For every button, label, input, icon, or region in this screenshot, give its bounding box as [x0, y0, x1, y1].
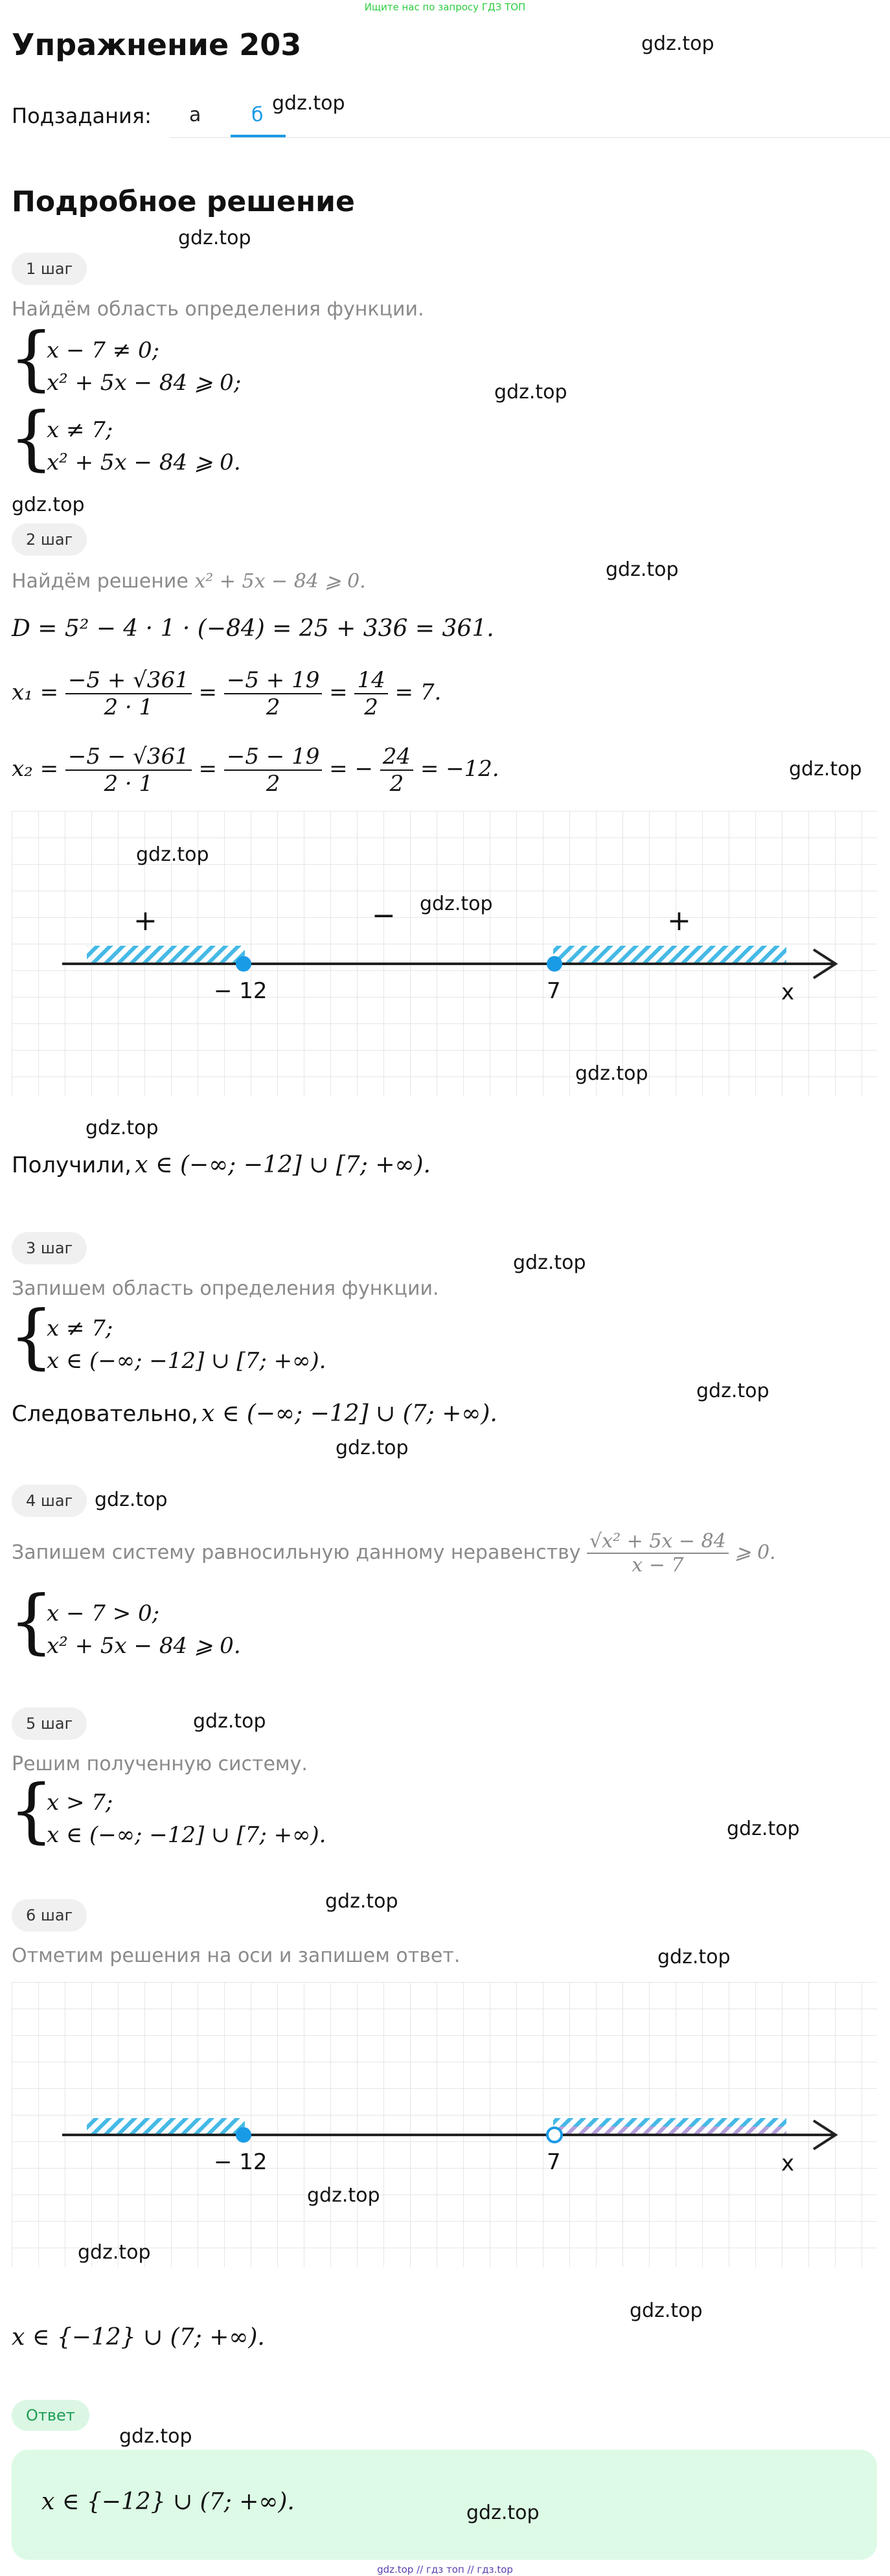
system-brace: {: [9, 1296, 54, 1377]
axis-var: x: [781, 2150, 795, 2176]
step-2-text: Найдём решение x² + 5x − 84 ⩾ 0.: [12, 570, 366, 593]
label-minus-12: − 12: [214, 2149, 268, 2175]
axis-var: x: [781, 979, 795, 1005]
tab-subtask-a[interactable]: а: [189, 104, 201, 126]
section-title: Подробное решение: [12, 185, 355, 218]
solution-region-left: [87, 946, 245, 964]
point-minus-12: [236, 956, 251, 972]
tabs-divider: [170, 137, 890, 138]
label-7: 7: [547, 2149, 561, 2175]
watermark: gdz.top: [513, 1251, 586, 1274]
footer-links[interactable]: gdz.top // гдз топ // гдз.top: [377, 2564, 513, 2575]
step-4-badge: 4 шаг: [12, 1485, 87, 1517]
tab-subtask-b[interactable]: б: [251, 104, 264, 126]
label-minus-12: − 12: [214, 978, 268, 1004]
solution-region-right: [553, 946, 786, 964]
watermark: gdz.top: [641, 32, 714, 55]
step-4-text: Запишем систему равносильную данному неравенству $\frac{\text{√x² + 5x − 84}}{x - 7}$ ⩾ 0.: [12, 1530, 776, 1577]
step-5-badge: 5 шаг: [12, 1707, 87, 1740]
watermark: gdz.top: [606, 558, 679, 581]
number-line-1: [12, 811, 877, 1096]
discriminant: D = 5² − 4 · 1 · (−84) = 25 + 336 = 361.: [12, 615, 494, 642]
sign-right: +: [667, 904, 691, 937]
step-2-result: Получили, x ∈ (−∞; −12] ∪ [7; +∞).: [12, 1152, 431, 1178]
watermark: gdz.top: [12, 494, 85, 516]
root-x2: x₂ = $\frac{-5 - √361}{2 \cdot 1}$ = $\frac{-5 - 19}{2}$ = − $\frac{24}{2}$ = −12.: [12, 744, 499, 797]
step-3-system: x ≠ 7; x ∈ (−∞; −12] ∪ [7; +∞).: [47, 1316, 326, 1374]
point-7: [547, 956, 562, 972]
number-line-2: [12, 1982, 877, 2267]
label-7: 7: [547, 978, 561, 1004]
watermark: gdz.top: [420, 893, 493, 915]
watermark: gdz.top: [727, 1818, 800, 1840]
watermark: gdz.top: [119, 2425, 192, 2448]
step-1-system-2: x ≠ 7; x² + 5x − 84 ⩾ 0.: [47, 417, 241, 475]
step-3-result: Следовательно, x ∈ (−∞; −12] ∪ (7; +∞).: [12, 1400, 497, 1427]
watermark: gdz.top: [95, 1488, 168, 1511]
point-minus-12: [236, 2127, 251, 2143]
site-banner[interactable]: Ищите нас по запросу ГДЗ ТОП: [364, 1, 526, 13]
step-3-badge: 3 шаг: [12, 1232, 87, 1264]
sign-middle: −: [372, 899, 396, 932]
answer-badge: Ответ: [12, 2400, 89, 2431]
step-5-text: Решим полученную систему.: [12, 1753, 308, 1775]
system-brace: {: [9, 398, 54, 479]
watermark: gdz.top: [789, 758, 862, 781]
step-4-system: x − 7 > 0; x² + 5x − 84 ⩾ 0.: [47, 1601, 241, 1659]
watermark: gdz.top: [136, 843, 209, 866]
step-6-text: Отметим решения на оси и запишем ответ.: [12, 1944, 461, 1967]
system-brace: {: [9, 1581, 54, 1662]
step-6-badge: 6 шаг: [12, 1899, 87, 1932]
step-1-system-1: x − 7 ≠ 0; x² + 5x − 84 ⩾ 0;: [47, 337, 242, 396]
watermark: gdz.top: [657, 1946, 731, 1968]
step-5-system: x > 7; x ∈ (−∞; −12] ∪ [7; +∞).: [47, 1790, 326, 1848]
watermark: gdz.top: [696, 1380, 770, 1402]
system-brace: {: [9, 1770, 54, 1851]
watermark: gdz.top: [272, 92, 345, 115]
region-left: [87, 2118, 245, 2135]
sign-left: +: [133, 904, 157, 937]
root-x1: x₁ = $\frac{-5 + √361}{2 \cdot 1}$ = $\frac{-5 + 19}{2}$ = $\frac{14}{2}$ = 7.: [12, 667, 442, 720]
page-title: Упражнение 203: [12, 27, 302, 62]
watermark: gdz.top: [575, 1062, 648, 1085]
watermark: gdz.top: [494, 381, 567, 404]
watermark: gdz.top: [325, 1890, 398, 1913]
step-6-result: x ∈ {−12} ∪ (7; +∞).: [12, 2324, 265, 2351]
system-brace: {: [9, 318, 54, 399]
subtasks-label: Подзадания:: [12, 104, 152, 128]
watermark: gdz.top: [466, 2502, 540, 2524]
watermark: gdz.top: [193, 1710, 266, 1733]
point-7-open: [547, 2128, 562, 2142]
step-2-badge: 2 шаг: [12, 523, 87, 556]
answer-box: [12, 2450, 877, 2560]
step-1-text: Найдём область определения функции.: [12, 298, 424, 321]
region-right-blue: [553, 2118, 786, 2126]
watermark: gdz.top: [336, 1437, 409, 1459]
watermark: gdz.top: [307, 2184, 380, 2207]
watermark: gdz.top: [78, 2241, 151, 2264]
watermark: gdz.top: [178, 227, 251, 249]
answer-math: x ∈ {−12} ∪ (7; +∞).: [41, 2489, 295, 2515]
step-1-badge: 1 шаг: [12, 253, 87, 285]
watermark: gdz.top: [86, 1117, 159, 1139]
step-3-text: Запишем область определения функции.: [12, 1277, 439, 1300]
watermark: gdz.top: [630, 2299, 703, 2322]
